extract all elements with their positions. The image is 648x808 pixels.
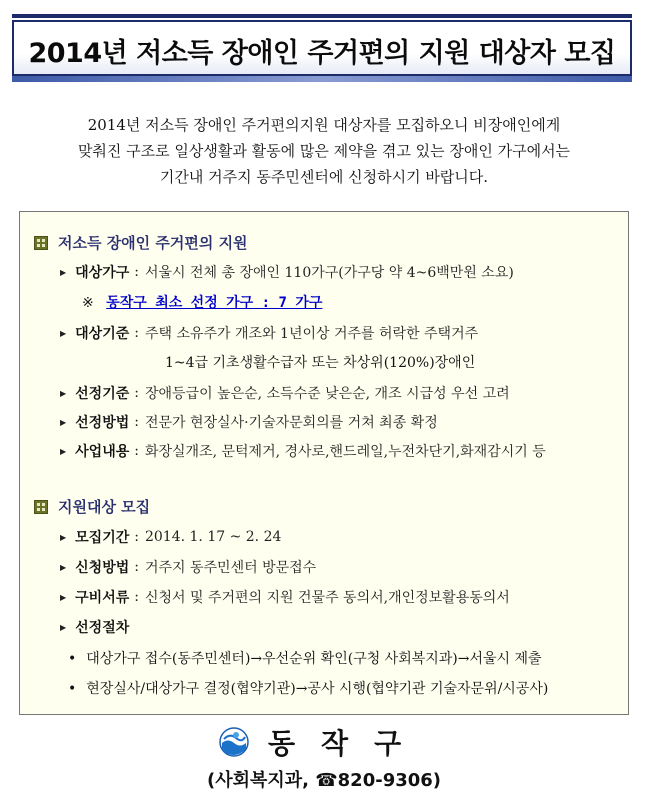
arrow-bullet-icon: ▶ — [60, 267, 67, 277]
section-bullet-icon — [34, 236, 48, 250]
dot-bullet-icon: • — [68, 681, 77, 697]
row-value: 화장실개조, 문턱제거, 경사로,핸드레일,누전차단기,화재감시기 등 — [144, 444, 546, 460]
info-row-required-documents: ▶ 구비서류 : 신청서 및 주거편의 지원 건물주 동의서,개인정보활용동의서 — [60, 589, 510, 606]
info-row-selection-criteria: ▶ 선정기준 : 장애등급이 높은순, 소득수준 낮은순, 개조 시급성 우선 고려 — [60, 385, 510, 402]
note-mark: ※ — [82, 295, 94, 311]
row-value: 서울시 전체 총 장애인 110가구(가구당 약 4~6백만원 소요) — [144, 265, 514, 281]
organization-name: 동작구 — [268, 727, 428, 760]
row-label: 모집기간 — [75, 530, 130, 546]
arrow-bullet-icon: ▶ — [60, 592, 67, 602]
row-label: 구비서류 — [75, 590, 130, 606]
arrow-bullet-icon: ▶ — [60, 622, 67, 632]
procedure-step-1: • 대상가구 접수(동주민센터)→우선순위 확인(구청 사회복지과)→서울시 제출 — [68, 651, 542, 667]
section-heading-recruitment — [34, 496, 150, 517]
row-value: 거주지 동주민센터 방문접수 — [144, 560, 317, 576]
intro-line-2: 맞춰진 구조로 일상생활과 활동에 많은 제약을 겪고 있는 장애인 가구에서는 — [77, 142, 571, 160]
row-label: 신청방법 — [75, 560, 130, 576]
criteria-continuation: 1~4급 기초생활수급자 또는 차상위(120%)장애인 — [165, 355, 476, 371]
arrow-bullet-icon: ▶ — [60, 562, 67, 572]
info-row-project-content: ▶ 사업내용 : 화장실개조, 문턱제거, 경사로,핸드레일,누전차단기,화재감시기 등 — [60, 443, 546, 460]
title-banner — [12, 20, 632, 76]
section-heading-support — [34, 232, 248, 253]
row-label: 선정방법 — [75, 415, 130, 431]
dongjak-logo-icon — [219, 727, 249, 757]
procedure-step-2: • 현장실사/대상가구 결정(협약기관)→공사 시행(협약기관 기술자문위/시공사) — [68, 681, 549, 697]
intro-line-3: 기간내 거주지 동주민센터에 신청하시기 바랍니다. — [159, 168, 489, 186]
page-title: 2014년 저소득 장애인 주거편의 지원 대상자 모집 — [28, 38, 616, 69]
arrow-bullet-icon: ▶ — [60, 532, 67, 542]
selection-count-link[interactable]: 동작구 최소 선정 가구 : 7 가구 — [106, 295, 323, 311]
info-row-application-method: ▶ 신청방법 : 거주지 동주민센터 방문접수 — [60, 559, 317, 576]
row-value: 2014. 1. 17 ~ 2. 24 — [144, 529, 282, 545]
info-row-target-criteria: ▶ 대상기준 : 주택 소유주가 개조와 1년이상 거주를 허락한 주택거주 — [60, 325, 479, 342]
row-label: 선정절차 — [75, 620, 130, 636]
section-heading-text: 저소득 장애인 주거편의 지원 — [58, 234, 248, 252]
arrow-bullet-icon: ▶ — [60, 388, 67, 398]
contact-info: (사회복지과, ☎820-9306) — [206, 770, 442, 791]
intro-paragraph — [20, 112, 628, 190]
info-row-selection-method: ▶ 선정방법 : 전문가 현장실사·기술자문회의를 거쳐 최종 확정 — [60, 414, 438, 431]
row-label: 사업내용 — [75, 444, 130, 460]
row-value: 전문가 현장실사·기술자문회의를 거쳐 최종 확정 — [144, 415, 438, 431]
row-label: 대상가구 — [75, 265, 130, 281]
info-row-selection-procedure — [60, 617, 129, 637]
intro-line-1: 2014년 저소득 장애인 주거편의지원 대상자를 모집하오니 비장애인에게 — [87, 116, 561, 134]
row-label: 대상기준 — [75, 326, 130, 342]
row-value: 장애등급이 높은순, 소득수준 낮은순, 개조 시급성 우선 고려 — [144, 386, 510, 402]
info-row-recruitment-period: ▶ 모집기간 : 2014. 1. 17 ~ 2. 24 — [60, 529, 282, 546]
row-value: 신청서 및 주거편의 지원 건물주 동의서,개인정보활용동의서 — [144, 590, 510, 606]
arrow-bullet-icon: ▶ — [60, 417, 67, 427]
section-heading-text: 지원대상 모집 — [58, 498, 151, 516]
section-bullet-icon — [34, 500, 48, 514]
info-row-target-households: ▶ 대상가구 : 서울시 전체 총 장애인 110가구(가구당 약 4~6백만원 소요) — [60, 264, 514, 281]
arrow-bullet-icon: ▶ — [60, 446, 67, 456]
selection-count-note — [82, 292, 322, 312]
details-box — [19, 211, 629, 715]
arrow-bullet-icon: ▶ — [60, 328, 67, 338]
row-value: 주택 소유주가 개조와 1년이상 거주를 허락한 주택거주 — [144, 326, 479, 342]
dot-bullet-icon: • — [68, 651, 77, 667]
row-label: 선정기준 — [75, 386, 130, 402]
